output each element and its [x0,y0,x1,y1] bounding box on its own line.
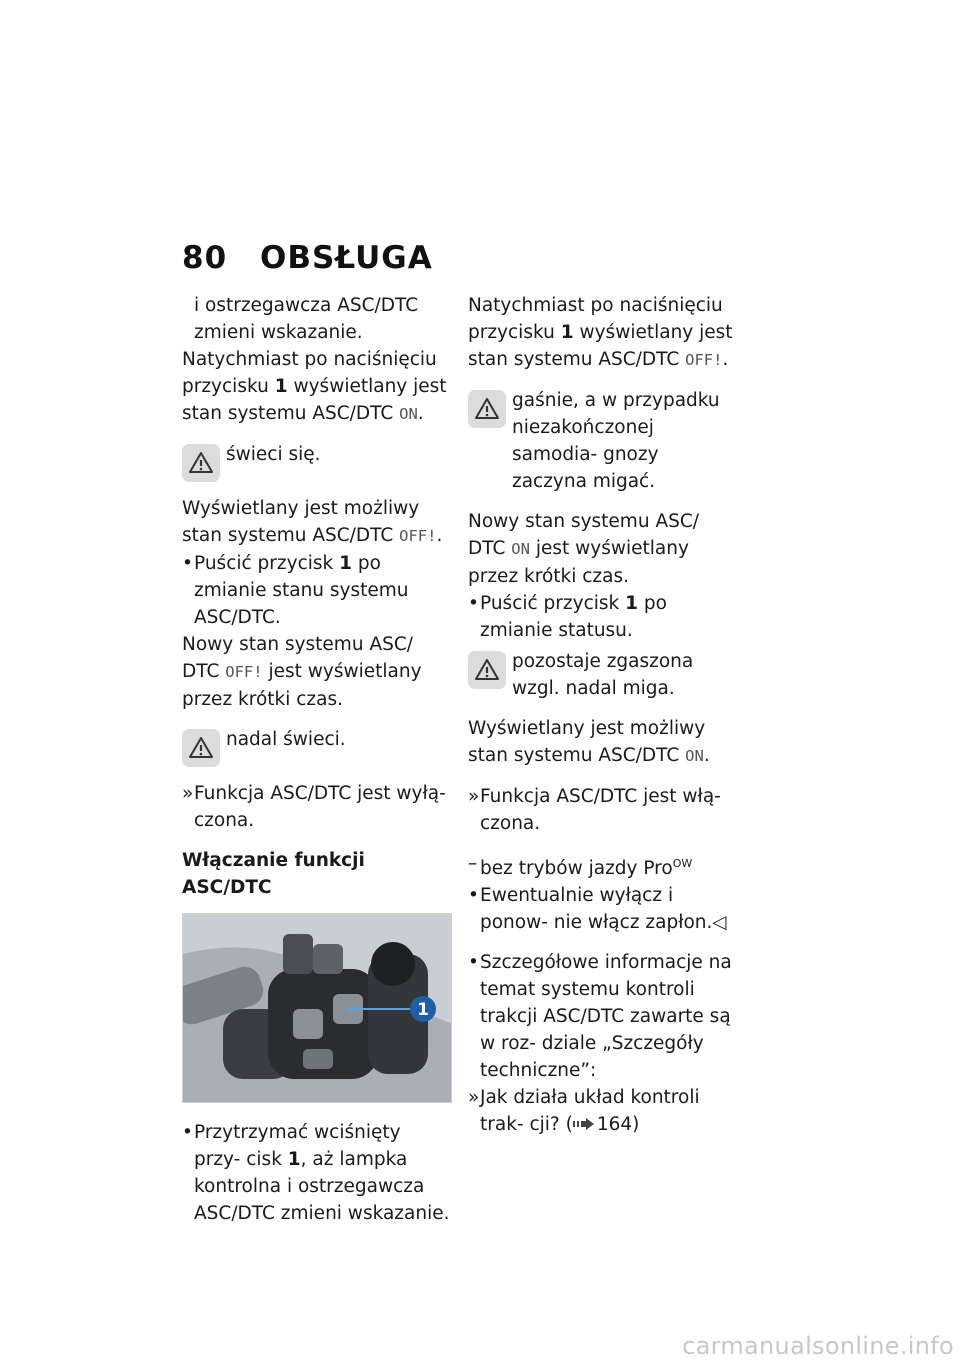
result-item: » Funkcja ASC/DTC jest wyłą- czona. [182,780,452,834]
list-item: • Przytrzymać wciśnięty przy- cisk 1, aż lampka kontrolna i ostrzegawcza ASC/DTC zmieni wskazanie. [182,1119,452,1227]
left-column [182,292,452,1240]
handlebar-switch-illustration [183,914,452,1103]
result-item: » Jak działa układ kontroli trak- cji? ( 164) [468,1084,736,1138]
key-ref: 1 [274,376,288,397]
warning-text: pozostaje zgaszona wzgl. nadal miga. [512,651,694,699]
warning-lamp-icon [182,729,220,767]
list-item: • Puścić przycisk 1 po zmianie statusu. [468,590,736,644]
paragraph: Nowy stan systemu ASC/ DTC OFF! jest wyświetlany przez krótki czas. [182,634,422,710]
paragraph: i ostrzegawcza ASC/DTC zmieni wskazanie. [194,295,419,343]
warning-lamp-icon [182,444,220,482]
equipment-note: – bez trybów jazdy Pro$^{OW}$ [468,850,736,882]
display-code: ON [685,747,704,765]
key-ref: 1 [339,553,352,574]
warning-text: gaśnie, a w przypadku niezakończonej samodia- gnozy zaczyna migać. [512,390,720,492]
list-item: • Puścić przycisk 1 po zmianie stanu systemu ASC/DTC. [182,550,452,631]
list-item: • Ewentualnie wyłącz i ponow- nie włącz zapłon.◁ [468,882,736,936]
key-ref: 1 [287,1149,301,1170]
warning-note [468,387,736,495]
right-column [468,292,736,1151]
warning-text: nadal świeci. [226,729,346,750]
page-ref[interactable]: 164 [596,1114,633,1135]
result-item: » Funkcja ASC/DTC jest włą- czona. [468,783,736,837]
display-code: OFF! [685,351,723,369]
key-ref: 1 [625,593,638,614]
key-ref: 1 [560,322,574,343]
section-heading: Włączanie funkcji ASC/DTC [182,850,365,898]
display-code: OFF! [225,663,263,681]
paragraph: Natychmiast po naciśnięciu przycisku 1 wyświetlany jest stan systemu ASC/DTC ON. [182,349,447,424]
page-ref-arrow-icon [573,1114,597,1135]
warning-text: świeci się. [226,444,321,465]
warning-note [468,648,736,702]
paragraph: Wyświetlany jest możliwy stan systemu ASC/DTC ON. [468,718,710,766]
paragraph: Nowy stan systemu ASC/ DTC ON jest wyświetlany przez krótki czas. [468,511,699,587]
warning-lamp-icon [468,651,506,689]
paragraph: Natychmiast po naciśnięciu przycisku 1 wyświetlany jest stan systemu ASC/DTC OFF!. [468,295,733,370]
display-code: ON [511,540,530,558]
warning-lamp-icon [468,390,506,428]
display-code: ON [399,405,418,423]
page-number: 80 [182,240,228,276]
page-header [182,240,433,276]
watermark: carmanualsonline.info [682,1332,954,1360]
warning-note [182,726,452,767]
superscript: OW [672,857,693,870]
display-code: OFF! [399,527,437,545]
section-title: OBSŁUGA [260,240,433,276]
list-item: • Szczegółowe informacje na temat systemu kontroli trakcji ASC/DTC zawarte są w roz- dziale „Szczegóły techniczne”: [468,949,736,1084]
end-mark: ◁ [712,912,727,933]
photo-callout-1: 1 [417,1000,429,1020]
handlebar-switch-photo [182,913,452,1103]
paragraph: Wyświetlany jest możliwy stan systemu ASC/DTC OFF!. [182,498,443,546]
warning-note [182,441,452,482]
